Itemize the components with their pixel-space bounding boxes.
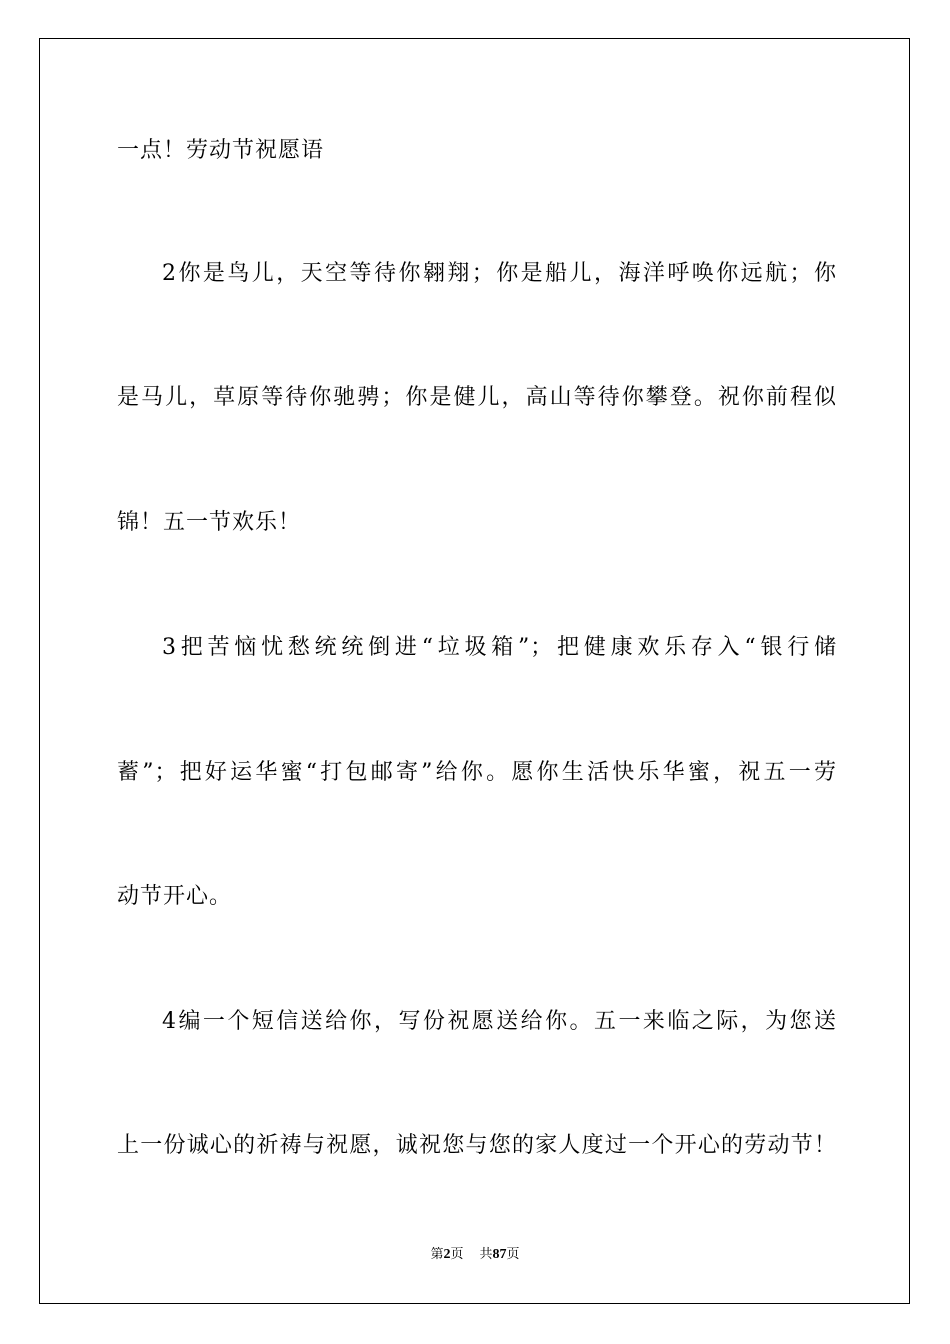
footer-total-suffix: 页	[506, 1247, 520, 1262]
footer-total-prefix: 共	[479, 1247, 493, 1262]
text-line-2: 2你是鸟儿，天空等待你翱翔；你是船儿，海洋呼唤你远航；你	[162, 261, 837, 286]
footer-total-pages: 87	[492, 1247, 507, 1262]
footer-page-number: 2	[443, 1247, 451, 1262]
text-line-6: 蓄”；把好运华蜜“打包邮寄”给你。愿你生活快乐华蜜，祝五一劳	[117, 760, 837, 785]
text-line-4: 锦！五一节欢乐！	[117, 510, 302, 535]
text-line-7: 动节开心。	[117, 884, 233, 909]
text-line-3: 是马儿，草原等待你驰骋；你是健儿，高山等待你攀登。祝你前程似	[117, 385, 837, 410]
footer-page-suffix: 页	[450, 1247, 464, 1262]
text-line-9: 上一份诚心的祈祷与祝愿，诚祝您与您的家人度过一个开心的劳动节！	[117, 1133, 837, 1158]
footer-prefix: 第	[430, 1247, 444, 1262]
page-border	[39, 38, 910, 1304]
text-line-1: 一点！劳动节祝愿语	[117, 138, 325, 163]
page-footer	[0, 1246, 950, 1264]
text-line-8: 4编一个短信送给你，写份祝愿送给你。五一来临之际，为您送	[162, 1009, 837, 1034]
text-line-5: 3把苦恼忧愁统统倒进“垃圾箱”；把健康欢乐存入“银行储	[162, 635, 837, 660]
